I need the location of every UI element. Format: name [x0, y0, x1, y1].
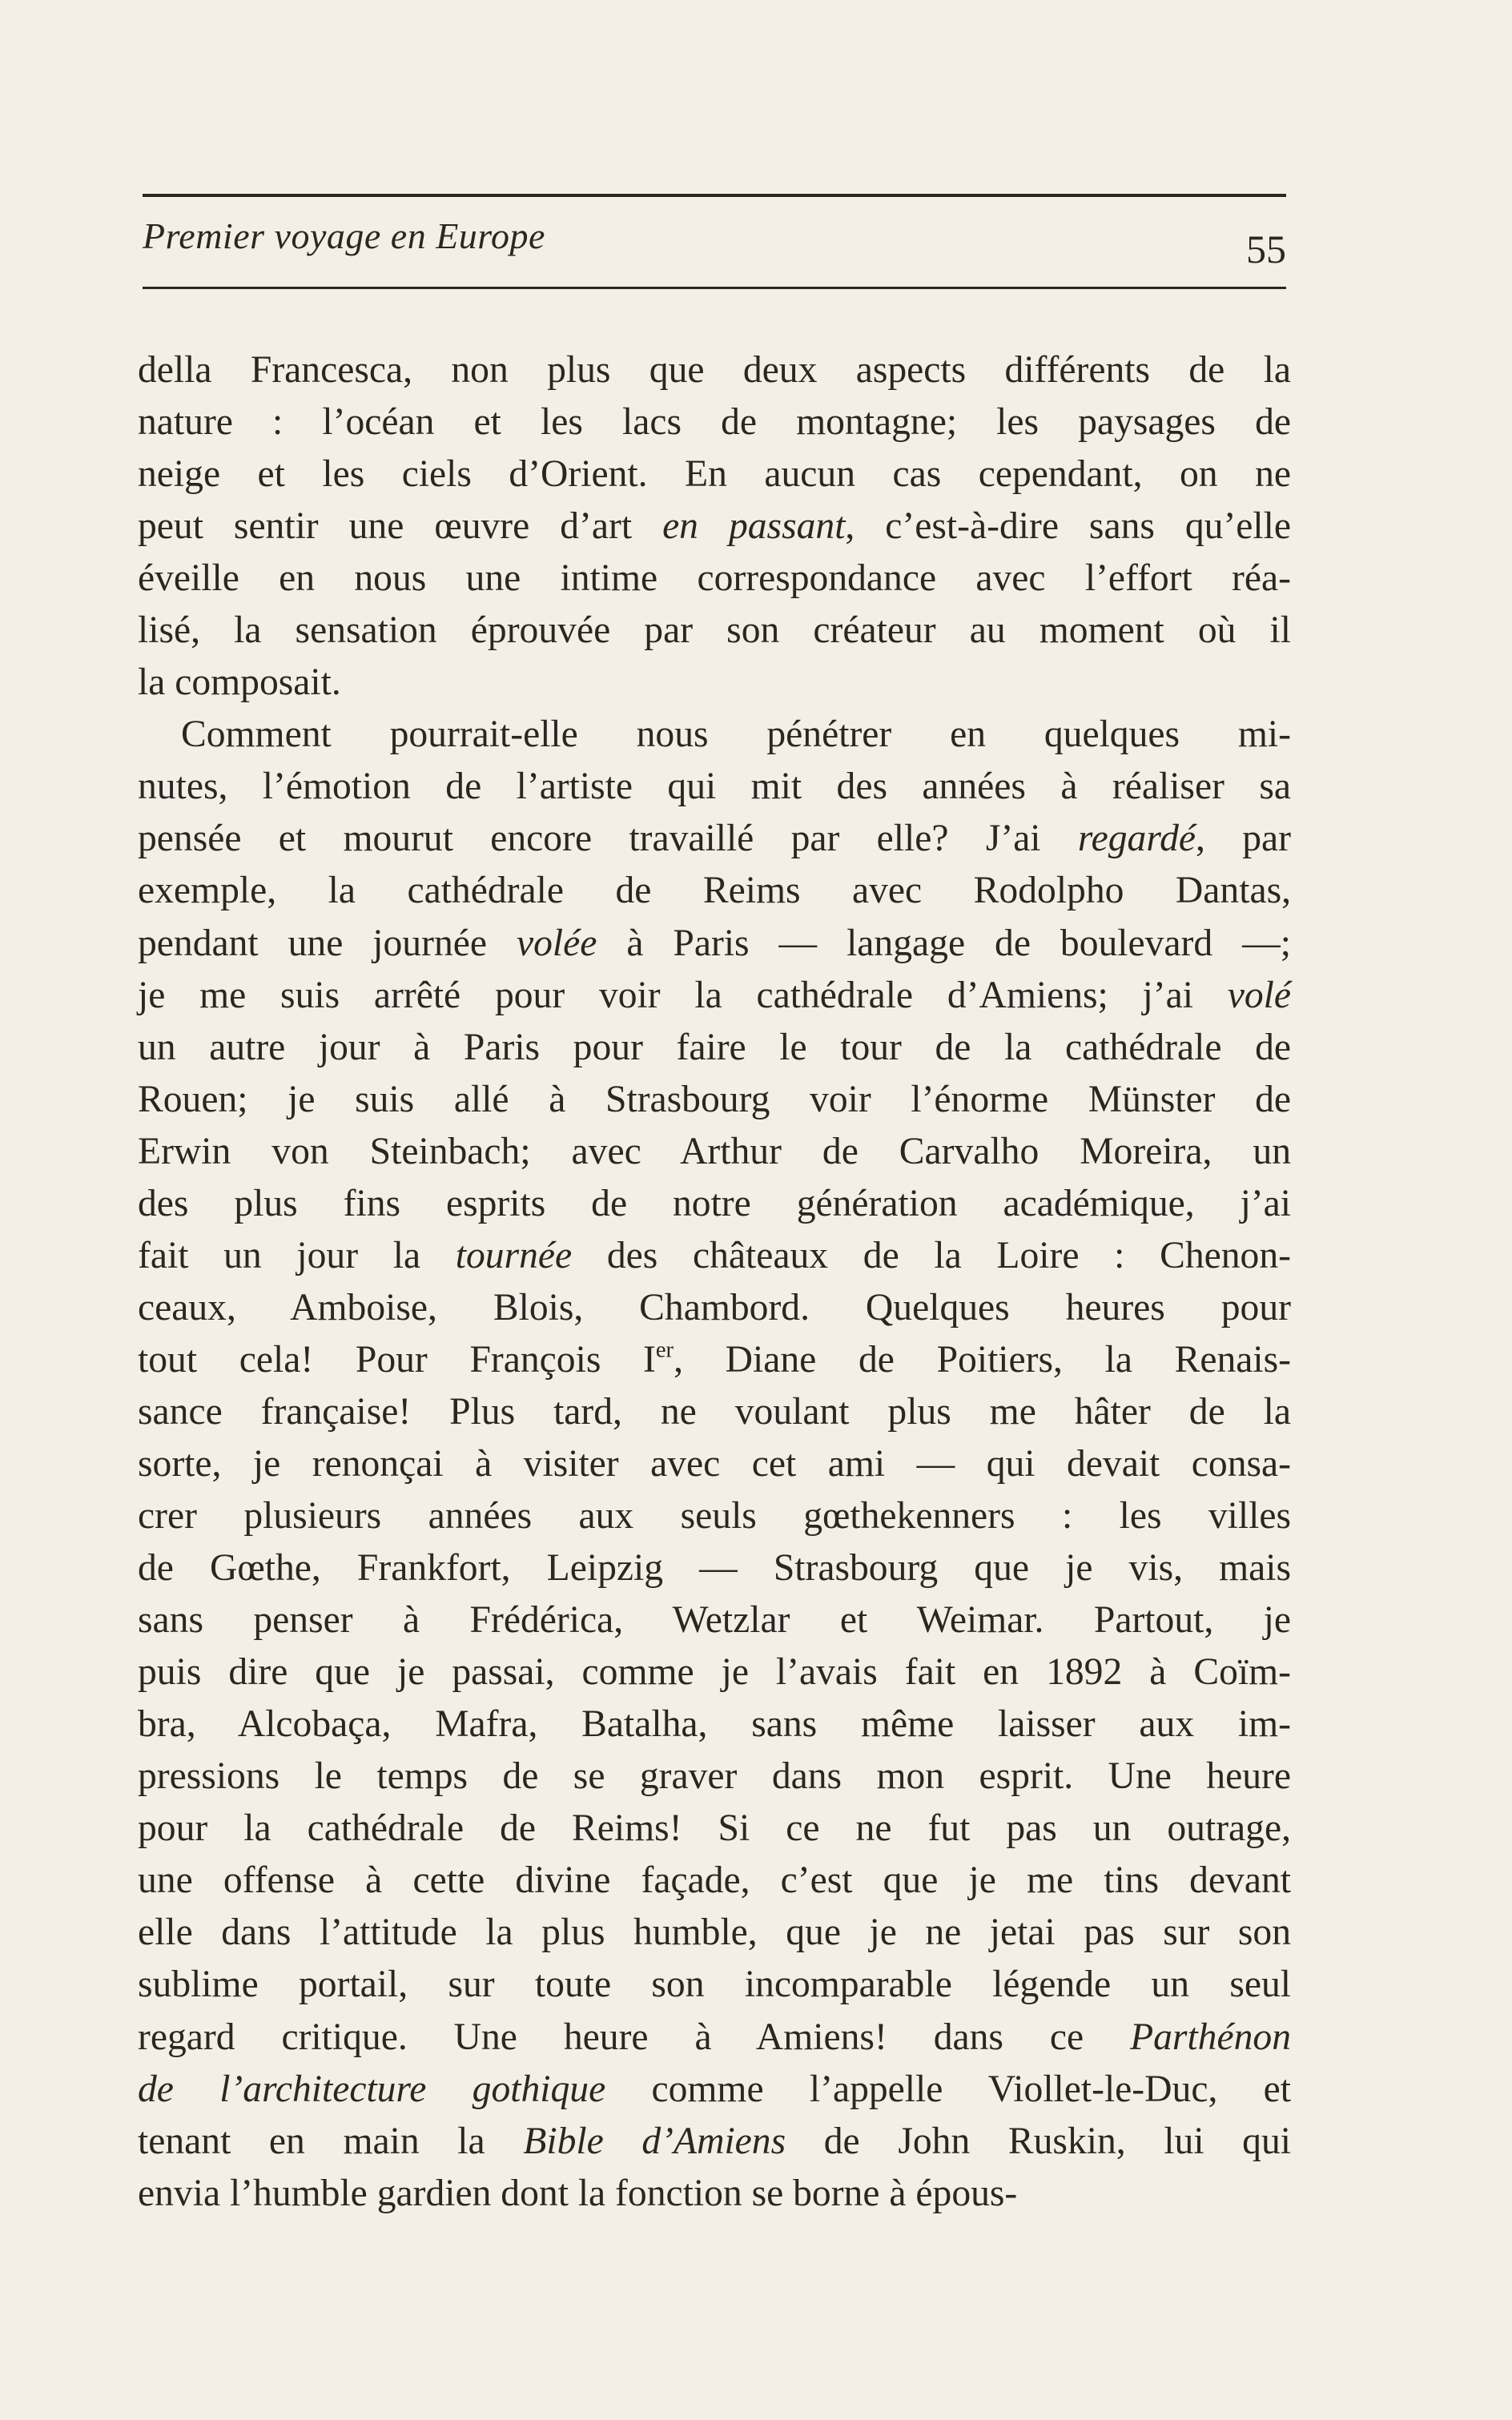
line-text: della Francesca, non plus que deux aspects différents de la: [138, 349, 1291, 391]
text-line: [138, 1334, 1291, 1386]
text-line: [138, 1282, 1291, 1334]
line-text: de John Ruskin, lui qui: [786, 2120, 1291, 2162]
line-text: nature : l’océan et les lacs de montagne; les paysages de: [138, 401, 1291, 444]
text-line: [138, 1074, 1291, 1126]
line-text: Rouen; je suis allé à Strasbourg voir l’énorme Münster de: [138, 1078, 1291, 1120]
line-text: éveille en nous une intime correspondance avec l’effort réa-: [138, 557, 1291, 600]
text-line: [138, 1386, 1291, 1438]
line-text: peut sentir une œuvre d’art: [138, 505, 663, 548]
text-line: [138, 865, 1291, 917]
line-text: sorte, je renonçai à visiter avec cet ami — qui devait consa-: [138, 1442, 1291, 1485]
line-text: tout cela! Pour François I: [138, 1338, 656, 1381]
line-text: pressions le temps de se graver dans mon esprit. Une heure: [138, 1755, 1291, 1798]
text-line: [138, 657, 1291, 709]
emphasis-text: Bible d’Amiens: [523, 2120, 786, 2162]
line-text: la composait.: [138, 661, 341, 704]
running-head: Premier voyage en Europe: [143, 215, 545, 256]
text-line: [138, 1646, 1291, 1698]
line-text: pendant une journée: [138, 922, 517, 964]
emphasis-text: Parthénon: [1130, 2016, 1291, 2058]
text-line: [138, 1230, 1291, 1282]
emphasis-text: volée: [516, 922, 597, 964]
line-text: puis dire que je passai, comme je l’avais fait en 1892 à Coïm-: [138, 1651, 1291, 1694]
text-line: [138, 1855, 1291, 1907]
line-text: regard critique. Une heure à Amiens! dans ce: [138, 2016, 1131, 2058]
emphasis-text: regardé: [1077, 818, 1196, 860]
line-text: un autre jour à Paris pour faire le tour de la cathédrale de: [138, 1026, 1291, 1068]
line-text: ceaux, Amboise, Blois, Chambord. Quelques heures pour: [138, 1286, 1291, 1329]
text-line: [138, 344, 1291, 396]
text-line: [138, 2064, 1291, 2116]
line-text: Erwin von Steinbach; avec Arthur de Carvalho Moreira, un: [138, 1130, 1291, 1172]
text-line: [138, 1126, 1291, 1178]
line-text: sance française! Plus tard, ne voulant plus me hâter de la: [138, 1390, 1291, 1433]
line-text: tenant en main la: [138, 2120, 524, 2162]
text-line: [138, 918, 1291, 970]
line-text: sans penser à Frédérica, Wetzlar et Weimar. Partout, je: [138, 1599, 1291, 1642]
line-text: lisé, la sensation éprouvée par son créateur au moment où il: [138, 609, 1291, 652]
text-line: [138, 605, 1291, 657]
header-top-rule: [143, 194, 1286, 197]
line-text: , Diane de Poitiers, la Renais-: [674, 1338, 1292, 1381]
text-line: [138, 396, 1291, 448]
superscript-text: er: [655, 1337, 674, 1363]
text-line: [138, 1907, 1291, 1959]
emphasis-text: volé: [1227, 974, 1291, 1016]
line-text: Comment pourrait-elle nous pénétrer en quelques mi-: [181, 714, 1291, 756]
line-text: une offense à cette divine façade, c’est que je me tins devant: [138, 1859, 1291, 1902]
text-line: [138, 1178, 1291, 1230]
text-line: [138, 1490, 1291, 1542]
line-text: de Gœthe, Frankfort, Leipzig — Strasbourg que je vis, mais: [138, 1547, 1291, 1590]
line-text: pensée et mourut encore travaillé par elle? J’ai: [138, 818, 1078, 860]
text-line: [138, 1751, 1291, 1803]
text-line: [138, 970, 1291, 1022]
page-number: 55: [1246, 227, 1286, 271]
text-line: [138, 2012, 1291, 2064]
text-line: [138, 1438, 1291, 1490]
line-text: je me suis arrêté pour voir la cathédrale d’Amiens; j’ai: [138, 974, 1228, 1016]
line-text: elle dans l’attitude la plus humble, que je ne jetai pas sur son: [138, 1911, 1291, 1954]
line-text: des plus fins esprits de notre génération académique, j’ai: [138, 1182, 1291, 1224]
emphasis-text: de l’architecture gothique: [138, 2068, 606, 2110]
text-line: [138, 761, 1291, 813]
line-text: bra, Alcobaça, Mafra, Batalha, sans même laisser aux im-: [138, 1703, 1291, 1746]
text-line: [138, 1959, 1291, 2011]
text-line: [138, 553, 1291, 605]
text-line: [138, 1803, 1291, 1855]
line-text: exemple, la cathédrale de Reims avec Rodolpho Dantas,: [138, 870, 1291, 912]
text-line: [138, 500, 1291, 553]
text-line: [138, 813, 1291, 865]
line-text: , par: [1196, 818, 1291, 860]
emphasis-text: tournée: [455, 1234, 573, 1276]
line-text: neige et les ciels d’Orient. En aucun cas cependant, on ne: [138, 453, 1291, 496]
line-text: pour la cathédrale de Reims! Si ce ne fut pas un outrage,: [138, 1807, 1291, 1850]
line-text: des châteaux de la Loire : Chenon-: [572, 1234, 1291, 1276]
line-text: sublime portail, sur toute son incomparable légende un seul: [138, 1964, 1291, 2006]
text-line: [138, 1542, 1291, 1594]
line-text: , c’est-à-dire sans qu’elle: [845, 505, 1292, 548]
text-line: [138, 2168, 1291, 2220]
header-bottom-rule: [143, 287, 1286, 289]
text-line: [138, 2116, 1291, 2168]
line-text: à Paris — langage de boulevard —;: [597, 922, 1291, 964]
text-line: [138, 1698, 1291, 1751]
body-text: [138, 344, 1291, 2220]
line-text: crer plusieurs années aux seuls gœthekenners : les villes: [138, 1495, 1291, 1538]
text-line: [138, 1022, 1291, 1074]
text-line: [138, 448, 1291, 500]
line-text: fait un jour la: [138, 1234, 456, 1276]
text-line: [138, 709, 1291, 761]
line-text: envia l’humble gardien dont la fonction se borne à épous-: [138, 2172, 1018, 2214]
emphasis-text: en passant: [662, 505, 846, 548]
line-text: comme l’appelle Viollet-le-Duc, et: [605, 2068, 1291, 2110]
text-line: [138, 1594, 1291, 1646]
line-text: nutes, l’émotion de l’artiste qui mit des années à réaliser sa: [138, 766, 1291, 808]
